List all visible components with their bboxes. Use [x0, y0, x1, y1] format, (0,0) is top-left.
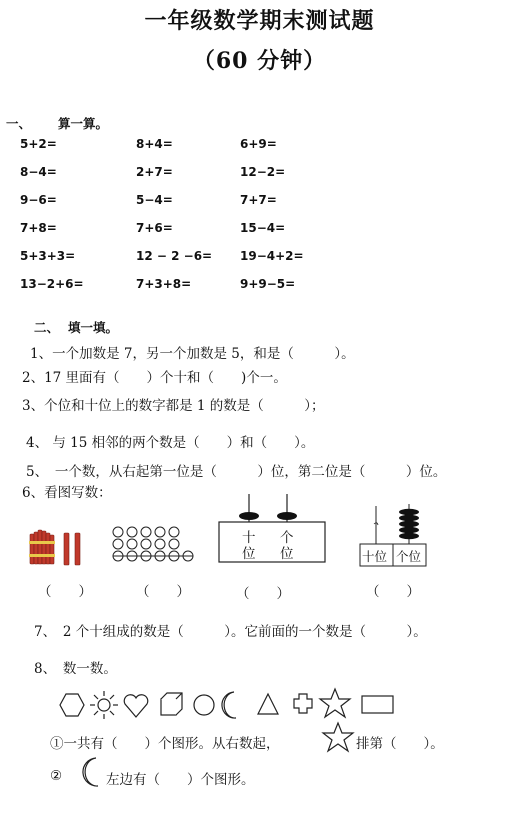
place-label-tens: 十位: [362, 549, 388, 564]
arithmetic-problem: 7+7=: [240, 193, 277, 207]
question-7: 7、 2 个十组成的数是（ ）。它前面的一个数是（ ）。: [34, 624, 427, 640]
section1-heading: 算一算。: [58, 116, 109, 131]
sun-icon: [90, 691, 118, 719]
abacus-label-ones-1: 个: [280, 530, 294, 546]
section1-number: 一、: [6, 116, 32, 131]
bead-strings-icon: [110, 522, 195, 567]
cube-icon: [161, 693, 182, 715]
page-subtitle: （60 分钟）: [192, 48, 327, 74]
cross-shape-icon: [294, 694, 312, 713]
arithmetic-problem: 5+2=: [20, 137, 57, 151]
arithmetic-problem: 8+4=: [136, 137, 173, 151]
hexagon-icon: [60, 694, 84, 716]
answer-blank-4[interactable]: （ ）: [366, 584, 420, 600]
question-2: 2、17 里面有（ ）个十和（ )个一。: [22, 370, 287, 386]
question-8-part-1-end: 排第（ ）。: [356, 736, 444, 752]
question-5: 5、 一个数，从右起第一位是（ ）位，第二位是（ ）位。: [26, 464, 447, 480]
question-3: 3、个位和十位上的数字都是 1 的数是（ ）；: [22, 398, 325, 414]
page-title: 一年级数学期末测试题: [144, 8, 375, 34]
arithmetic-problem: 7+6=: [136, 221, 173, 235]
arithmetic-problem: 2+7=: [136, 165, 173, 179]
arithmetic-problem: 6+9=: [240, 137, 277, 151]
arithmetic-problem: 9−6=: [20, 193, 57, 207]
crescent-moon-icon: [222, 692, 236, 718]
star-icon: [320, 689, 350, 717]
heart-icon: [124, 695, 148, 717]
question-8-part-2: 左边有（ ）个图形。: [106, 772, 255, 788]
arithmetic-problem: 19−4+2=: [240, 249, 304, 263]
arithmetic-problem: 5−4=: [136, 193, 173, 207]
question-6: 6、看图写数：: [22, 485, 112, 501]
abacus-label-tens-2: 位: [242, 546, 256, 562]
answer-blank-3[interactable]: （ ）: [236, 586, 290, 602]
question-8-part-1: ①一共有（ ）个图形。从右数起，: [50, 736, 280, 752]
triangle-icon: [258, 694, 278, 714]
rectangle-icon: [362, 696, 393, 713]
arithmetic-problem: 15−4=: [240, 221, 286, 235]
star-icon: [322, 722, 354, 752]
question-1: 1、一个加数是 7，另一个加数是 5，和是（ ）。: [30, 346, 355, 362]
question-8-part-2-number: ②: [50, 768, 63, 784]
answer-blank-2[interactable]: （ ）: [136, 584, 190, 600]
abacus-label-ones-2: 位: [280, 546, 294, 562]
question-4: 4、 与 15 相邻的两个数是（ ）和（ ）。: [26, 435, 315, 451]
section2-heading: 填一填。: [68, 320, 119, 335]
arithmetic-problem: 12 − 2 −6=: [136, 249, 213, 263]
place-label-ones: 个位: [396, 549, 422, 564]
circle-icon: [194, 695, 214, 715]
section2-number: 二、: [34, 320, 60, 335]
abacus-label-tens-1: 十: [242, 530, 256, 546]
arithmetic-problem: 8−4=: [20, 165, 57, 179]
arithmetic-problem: 7+8=: [20, 221, 57, 235]
abacus-icon: [217, 490, 329, 564]
stick-bundle-icon: [30, 528, 90, 568]
shapes-row: [58, 686, 398, 726]
crescent-moon-icon: [82, 756, 108, 788]
answer-blank-1[interactable]: （ ）: [38, 584, 92, 600]
arithmetic-problem: 12−2=: [240, 165, 286, 179]
arithmetic-problem: 13−2+6=: [20, 277, 84, 291]
arithmetic-problem: 5+3+3=: [20, 249, 76, 263]
arithmetic-problem: 9+9−5=: [240, 277, 296, 291]
arithmetic-problem: 7+3+8=: [136, 277, 192, 291]
question-8: 8、 数一数。: [34, 661, 117, 677]
